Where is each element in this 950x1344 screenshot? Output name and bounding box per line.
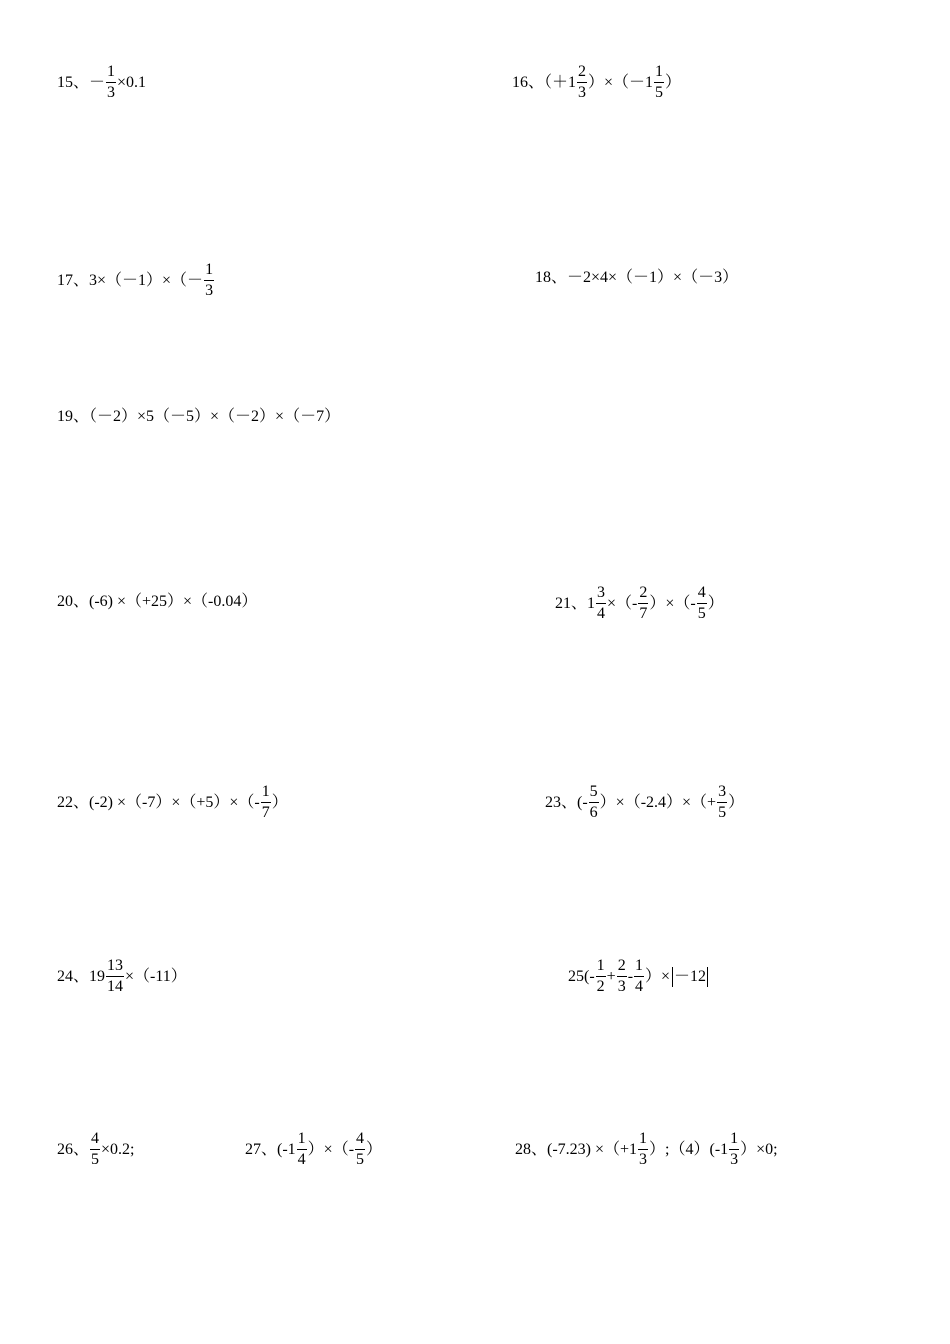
- fraction-denominator: 5: [655, 84, 664, 101]
- expression-text: 17、3×（－1）×（－: [57, 271, 204, 289]
- expression-text: +: [606, 967, 616, 985]
- fraction-numerator: 1: [638, 1131, 648, 1150]
- expression-text: 15、－: [57, 73, 106, 91]
- fraction-denominator: 4: [635, 978, 644, 995]
- fraction-numerator: 1: [261, 784, 271, 803]
- fraction-denominator: 4: [597, 605, 606, 622]
- problem-19: [57, 409, 340, 425]
- expression-text: 19、（－2）×5（－5）×（－2）×（－7）: [57, 408, 341, 425]
- fraction-numerator: 4: [355, 1131, 365, 1150]
- problem-25: [568, 958, 708, 995]
- fraction-denominator: 3: [107, 84, 116, 101]
- fraction-denominator: 4: [297, 1151, 306, 1168]
- problem-18: [535, 270, 738, 286]
- fraction-numerator: 1: [729, 1131, 739, 1150]
- fraction-numerator: 3: [596, 585, 606, 604]
- fraction-numerator: 1: [106, 64, 116, 83]
- fraction: [261, 784, 271, 821]
- fraction-denominator: 5: [91, 1151, 100, 1168]
- fraction: [106, 64, 116, 101]
- problem-20: [57, 594, 257, 610]
- fraction: [729, 1131, 739, 1168]
- fraction-numerator: 5: [589, 784, 599, 803]
- fraction: [106, 958, 124, 995]
- fraction: [638, 585, 648, 622]
- expression-text: ×0.1: [117, 73, 147, 91]
- fraction: [297, 1131, 307, 1168]
- expression-text: 28、(-7.23) ×（+1: [515, 1140, 638, 1158]
- fraction: [638, 1131, 648, 1168]
- fraction-denominator: 5: [697, 605, 706, 622]
- expression-text: 24、19: [57, 967, 106, 985]
- fraction-denominator: 3: [639, 1151, 648, 1168]
- problem-16: [512, 64, 681, 101]
- expression-text: ）: [366, 1140, 383, 1158]
- expression-text: 27、(-1: [245, 1140, 296, 1158]
- expression-text: ）: [271, 793, 288, 811]
- fraction-denominator: 3: [730, 1151, 739, 1168]
- expression-text: 25(-: [568, 967, 595, 985]
- problem-15: [57, 64, 146, 101]
- fraction: [596, 958, 606, 995]
- fraction: [634, 958, 644, 995]
- fraction: [204, 262, 214, 299]
- fraction: [717, 784, 727, 821]
- expression-text: 16、（＋1: [512, 73, 577, 91]
- expression-text: ×（-11）: [125, 967, 187, 985]
- expression-text: ）: [665, 73, 682, 91]
- expression-text: ×0.2;: [101, 1140, 135, 1158]
- expression-text: ）: [728, 793, 745, 811]
- expression-text: 22、(-2) ×（-7）×（+5）×（-: [57, 793, 260, 811]
- fraction-numerator: 2: [577, 64, 587, 83]
- expression-text: 18、－2×4×（－1）×（－3）: [535, 269, 739, 286]
- fraction: [617, 958, 627, 995]
- fraction-denominator: 3: [205, 282, 214, 299]
- fraction-denominator: 3: [617, 978, 626, 995]
- fraction-denominator: 7: [639, 605, 648, 622]
- expression-text: ）×（－1: [588, 73, 654, 91]
- expression-text: ）: [707, 594, 724, 612]
- expression-text: 23、(-: [545, 793, 588, 811]
- fraction: [697, 585, 707, 622]
- expression-text: 26、: [57, 1140, 90, 1158]
- problem-22: [57, 784, 288, 821]
- fraction-denominator: 14: [107, 978, 124, 995]
- fraction-denominator: 3: [578, 84, 587, 101]
- expression-text: ）;（4）(-1: [649, 1140, 729, 1158]
- fraction-numerator: 13: [106, 958, 124, 977]
- fraction-numerator: 1: [596, 958, 606, 977]
- fraction: [355, 1131, 365, 1168]
- fraction-numerator: 1: [204, 262, 214, 281]
- problem-27: [245, 1131, 382, 1168]
- fraction-denominator: 5: [718, 804, 727, 821]
- fraction-denominator: 6: [589, 804, 598, 821]
- fraction: [596, 585, 606, 622]
- problem-24: [57, 958, 187, 995]
- expression-text: -: [627, 967, 634, 985]
- expression-text: ×（-: [607, 594, 638, 612]
- fraction-denominator: 5: [356, 1151, 365, 1168]
- fraction-numerator: 1: [634, 958, 644, 977]
- expression-text: ）×（-: [307, 1140, 355, 1158]
- fraction-denominator: 2: [596, 978, 605, 995]
- problem-26: [57, 1131, 134, 1168]
- problem-21: [555, 585, 724, 622]
- fraction-numerator: 4: [90, 1131, 100, 1150]
- fraction-numerator: 3: [717, 784, 727, 803]
- fraction-denominator: 7: [261, 804, 270, 821]
- fraction-numerator: 1: [654, 64, 664, 83]
- absolute-value: －12: [674, 967, 707, 985]
- expression-text: ）×（-: [649, 594, 696, 612]
- problem-17: [57, 262, 215, 299]
- fraction-numerator: 2: [638, 585, 648, 604]
- fraction: [577, 64, 587, 101]
- fraction: [654, 64, 664, 101]
- expression-text: 20、(-6) ×（+25）×（-0.04）: [57, 593, 258, 610]
- fraction: [589, 784, 599, 821]
- expression-text: 21、1: [555, 594, 596, 612]
- expression-text: ）×0;: [740, 1140, 778, 1158]
- problem-23: [545, 784, 744, 821]
- problem-28: [515, 1131, 778, 1168]
- fraction-numerator: 2: [617, 958, 627, 977]
- expression-text: ）×（-2.4）×（+: [599, 793, 717, 811]
- fraction-numerator: 4: [697, 585, 707, 604]
- fraction: [90, 1131, 100, 1168]
- expression-text: ）×: [645, 967, 671, 985]
- fraction-numerator: 1: [297, 1131, 307, 1150]
